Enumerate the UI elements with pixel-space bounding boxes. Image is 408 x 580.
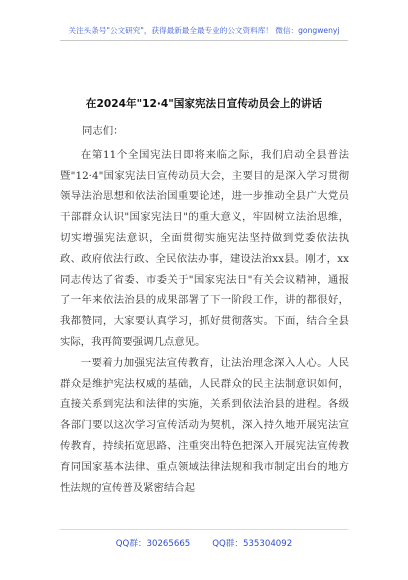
- paragraph-1: 在第11个全国宪法日即将来临之际，我们启动全县普法暨"12·4"国家宪法日宣传动员大会，主要目的是深入学习贯彻领导法治思想和依法治国重要论述，进一步推动全县广大党员干部群众认识"国家宪法日"的重大意义，牢固树立法治思维，切实增强宪法意识，全面贯彻实施宪法坚持做到党委依法执政、政府依法行政、全民依法办事，建设法治xx县。刚才，xx同志传达了省委、市委关于"国家宪法日"有关会议精神，通报了一年来依法治县的成果部署了下一阶段工作，讲的都很好，我都赞同，大家要认真学习，抓好贯彻落实。下面，结合全县实际，我再简要强调几点意见。: [60, 148, 349, 348]
- salutation: 同志们：: [82, 125, 124, 137]
- paragraph-2: 一要着力加强宪法宣传教育，让法治理念深入人心。人民群众是维护宪法权威的基础，人民群众的民主法制意识如何，直接关系到宪法和法律的实施，关系到依法治县的进程。各级各部门要以这次学习宣传活动为契机，深入持久地开展宪法宣传教育，持续拓宽思路、注重突出特色把深入开展宪法宣传教育同国家基本法律、重点领域法律法规和我市制定出台的地方性法规的宣传普及紧密结合起: [60, 356, 349, 494]
- header-divider: [60, 40, 348, 41]
- document-body: [60, 121, 349, 498]
- document-title: 在2024年"12·4"国家宪法日宣传动员会上的讲话: [85, 98, 323, 110]
- footer-divider: [60, 529, 348, 530]
- footer: [0, 537, 408, 549]
- footer-qq-group-2: QQ群：535304092: [212, 539, 293, 549]
- footer-qq-group-1: QQ群：30265665: [115, 539, 191, 549]
- header-banner: 关注头条号"公文研究"，获得最新最全最专业的公文资料库！ 微信：gongwenyj: [68, 26, 340, 35]
